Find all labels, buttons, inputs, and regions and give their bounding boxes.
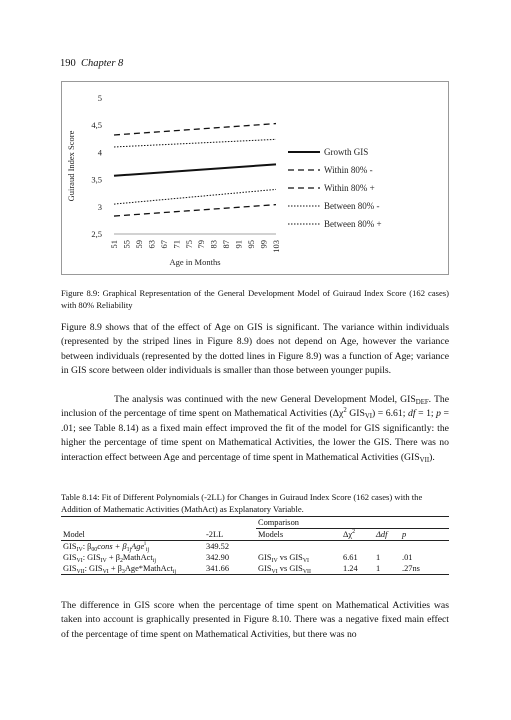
models-cell: $GIS_{IV}$ vs $GIS_{VI}$ [258,553,310,564]
table-row [61,541,449,553]
x-tick-label: 87 [221,240,232,249]
legend-label: Within 80% - [324,165,373,175]
p-cell: .01 [402,553,413,562]
dchi-cell: 1.24 [341,563,374,575]
fit-table [61,516,449,575]
para2-text-3: GIS [346,408,365,420]
para2-sup-2: 2 [343,407,347,415]
y-tick-label: 2,5 [91,229,102,239]
models-cell [256,541,341,553]
legend-label: Within 80% + [324,183,375,193]
ll-header: -2LL [204,529,256,541]
y-tick-label: 3,5 [91,174,102,185]
running-head [60,58,123,69]
series-line [114,139,276,147]
ll-cell: 342.90 [206,553,230,562]
x-tick-label: 71 [171,240,182,249]
para2-sub-vi: VI [364,413,373,421]
legend-label: Between 80% - [324,201,380,211]
y-tick-label: 5 [97,93,102,103]
y-tick-label: 4 [97,147,102,158]
x-tick-label: 63 [146,240,157,249]
y-axis-title: Guiraud Index Score [66,130,76,202]
x-tick-label: 79 [196,240,207,249]
para2-df: df [407,408,416,420]
p-header: p [400,529,449,541]
dchi-cell [341,541,374,553]
table-row [61,563,449,575]
p-cell: .27ns [400,563,449,575]
x-tick-label: 103 [271,240,281,253]
table-caption: Table 8.14: Fit of Different Polynomials (-2LL) for Changes in Guiraud Index Score (162 cases) with the Addition of Mathematic Activities (MathAct) as Explanatory Variable. [61,492,423,514]
models-cell: $GIS_{VI}$ vs $GIS_{VII}$ [256,563,341,575]
table-row [61,552,449,563]
df-cell [374,541,400,553]
growth-chart [62,82,448,274]
legend-label: Growth GIS [324,147,369,157]
x-tick-label: 51 [109,240,119,249]
dchi-header: $\Delta\chi^2$ [341,529,374,541]
comparison-header: Comparison [256,517,449,529]
para2-text-1: The analysis was continued with the new General Development Model, GIS [114,394,416,405]
y-tick-label: 4,5 [91,120,102,131]
x-tick-label: 91 [233,240,244,249]
y-tick-label: 3 [97,201,102,212]
figure-caption: Figure 8.9: Graphical Representation of the General Development Model of Guiraud Index Score (162 cases) with 80% Reliability [61,288,449,310]
para2-sub-vii: VII [419,456,430,464]
para2-p: p [436,408,441,420]
x-tick-label: 95 [246,240,257,249]
x-tick-label: 83 [208,240,219,249]
model-cell: $GIS_{VII}$: $GIS_{VI}$ + $\beta_3Age*MathAct_{ij}$ [61,563,204,575]
para2-text-7: ). [429,451,435,463]
series-line [114,164,276,175]
paragraph-2 [61,393,449,465]
model-cell: $GIS_{IV}$: $\beta_{00}cons + \beta_{1j}Age^i_{ij}$ [63,541,150,553]
series-line [114,205,276,216]
x-tick-label: 75 [183,240,194,249]
series-line [114,189,276,204]
p-cell [400,541,449,553]
ll-cell: 341.66 [204,563,256,575]
chapter-title: Chapter 8 [81,58,124,69]
table-header-row-1 [61,517,449,529]
page-number: 190 [60,58,76,69]
para2-sub-def: DEF [415,399,429,406]
dchi-cell: 6.61 [343,553,358,562]
x-axis-title: Age in Months [169,257,221,267]
para2-text-6: = .01; see Table 8.14) as a fixed main effect improved the fit of the model for GIS significantly: the higher the percentage of time spent on Mathematical Activities, the lower the GIS. There was no interaction effect between Age and percentage of time spent in Mathematical Activities (GIS [61,408,450,463]
ll-cell: 349.52 [206,542,230,551]
model-cell: $GIS_{VI}$: $GIS_{IV}$ + $\beta_2MathAct_{ij}$ [63,553,156,564]
paragraph-3: The difference in GIS score when the percentage of time spent on Mathematical Activities was taken into account is graphically presented in Figure 8.10. There was a negative fixed main effect of the percentage of time spent on Mathematical Activities, but there was no [61,600,449,640]
figure-8-9 [61,81,449,275]
table-header-row-2 [61,529,449,541]
models-header: Models [256,529,341,541]
para2-text-5: = 1; [415,408,437,420]
para2-text-4: ) = 6.61; [372,408,408,420]
para2-text-2: . The inclusion of the percentage of time spent on Mathematical Activities (Δχ [61,394,450,420]
legend-label: Between 80% + [324,219,382,229]
df-cell: 1 [374,563,400,575]
df-cell: 1 [376,553,381,562]
x-tick-label: 99 [258,240,269,249]
x-tick-label: 67 [158,240,169,249]
model-header: Model [61,529,204,541]
df-header: Δdf [374,529,400,541]
paragraph-1: Figure 8.9 shows that of the effect of Age on GIS is significant. The variance within individuals (represented by the striped lines in Figure 8.9) does not depend on Age, however the variance between individuals (represented by the dotted lines in Figure 8.9) was a function of Age; variance in GIS score between older individuals is smaller than those between younger pupils. [61,322,449,377]
x-tick-label: 59 [133,240,144,249]
series-line [114,124,276,135]
x-tick-label: 55 [121,240,132,249]
